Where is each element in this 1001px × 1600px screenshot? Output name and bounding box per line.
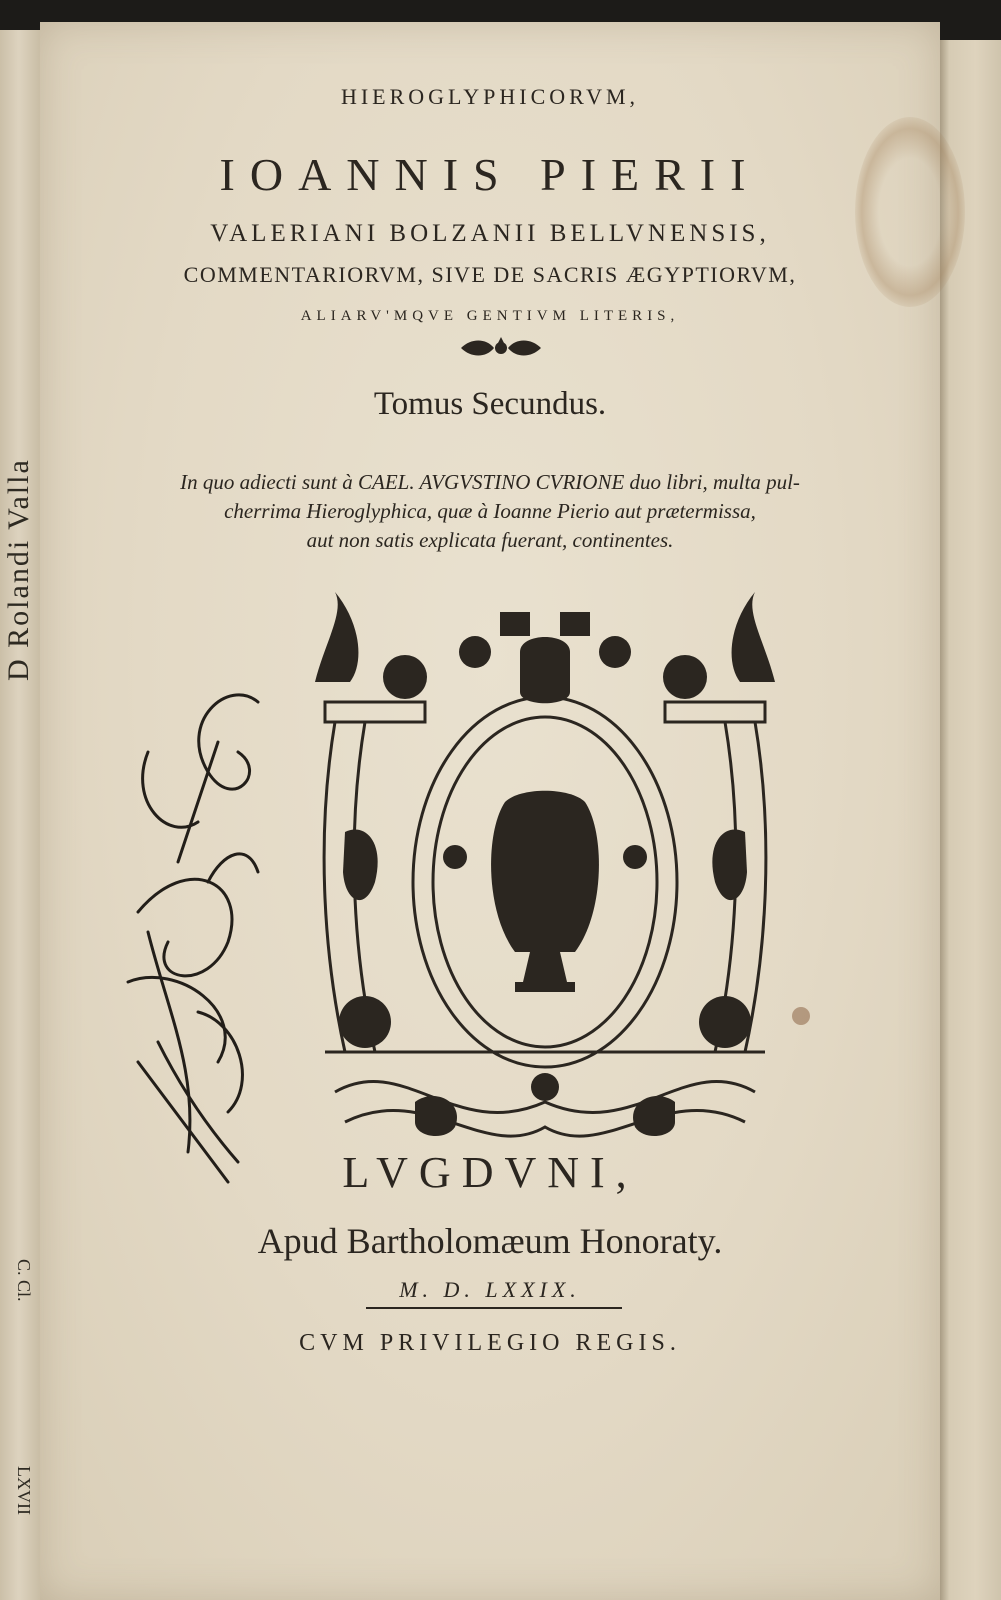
description-line-1: In quo adiecti sunt à CAEL. AVGVSTINO CVRIONE duo libri, multa pul-	[180, 470, 800, 494]
author-line-2: VALERIANI BOLZANII BELLVNENSIS,	[210, 220, 770, 247]
printers-device-woodcut	[305, 582, 785, 1157]
imprint-rule	[366, 1307, 622, 1309]
handwritten-signature	[108, 682, 278, 1192]
imprint-publisher: Apud Bartholomæum Honoraty.	[257, 1221, 723, 1261]
spine-mark-1: C. Cl.	[14, 1258, 34, 1302]
fleuron-ornament	[456, 334, 546, 362]
imprint-city: LVGDVNI,	[342, 1148, 638, 1197]
title-line-2: ALIARV'MQVE GENTIVM LITERIS,	[300, 308, 680, 324]
description-line-3: aut non satis explicata fuerant, continentes.	[306, 528, 674, 552]
header-line: HIEROGLYPHICORVM,	[340, 84, 640, 109]
adjacent-book-spine	[0, 30, 42, 1600]
spine-mark-2: LXVII	[14, 1465, 34, 1515]
foxing-spot	[792, 1007, 810, 1025]
privilege-line: CVM PRIVILEGIO REGIS.	[299, 1330, 681, 1356]
title-line: COMMENTARIORVM, SIVE DE SACRIS ÆGYPTIORVM,	[183, 262, 797, 287]
spine-label: D Rolandi Valla	[2, 458, 35, 682]
volume-title: Tomus Secundus.	[373, 386, 607, 422]
description-line-2: cherrima Hieroglyphica, quæ à Ioanne Pierio aut prætermissa,	[224, 499, 756, 523]
title-page	[40, 22, 940, 1600]
imprint-year: M. D. LXXIX.	[399, 1277, 581, 1302]
author-line: IOANNIS PIERII	[219, 149, 761, 200]
